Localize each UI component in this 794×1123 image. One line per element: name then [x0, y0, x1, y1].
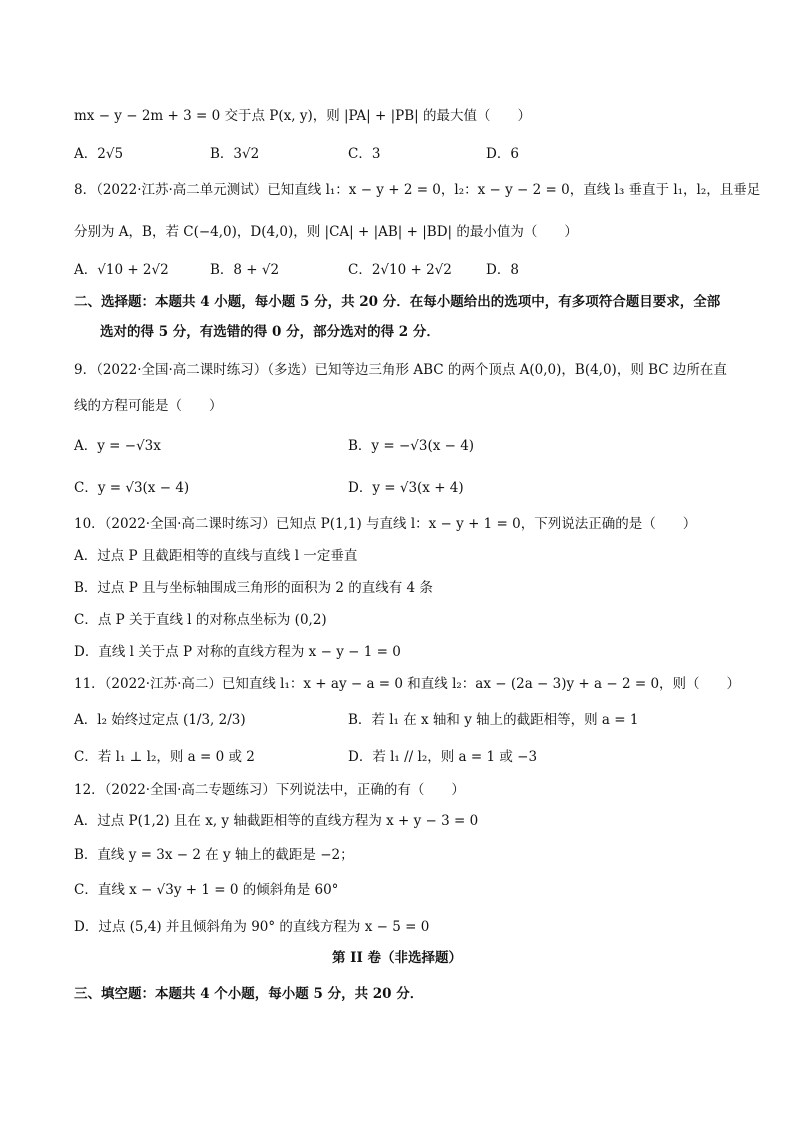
section2-heading-line2: 选对的得 5 分，有选错的得 0 分，部分选对的得 2 分．: [100, 324, 440, 340]
section2-heading-line1: 二、选择题：本题共 4 小题，每小题 5 分，共 20 分．在每小题给出的选项中，有多项符合题目要求，全部: [74, 294, 721, 310]
q8-option-b: B．8 + √2: [210, 262, 280, 278]
q8-stem-line2: 分别为 A，B，若 C(−4,0)，D(4,0)，则 |CA| + |AB| + |BD| 的最小值为（ ）: [74, 224, 578, 240]
q9-option-b: B．y = −√3(x − 4): [348, 438, 475, 454]
q11-option-c: C．若 l₁ ⊥ l₂，则 a = 0 或 2: [74, 749, 255, 765]
q12-option-c: C．直线 x − √3y + 1 = 0 的倾斜角是 60°: [74, 882, 339, 898]
q10-option-a: A．过点 P 且截距相等的直线与直线 l 一定垂直: [74, 548, 358, 564]
q7-option-a: A．2√5: [74, 146, 124, 162]
section3-heading: 三、填空题：本题共 4 个小题，每小题 5 分，共 20 分．: [74, 986, 424, 1002]
q7-options: [74, 144, 734, 164]
q9-option-c: C．y = √3(x − 4): [74, 480, 190, 496]
q12-stem: 12．（2022·全国·高二专题练习）下列说法中，正确的有（ ）: [74, 782, 465, 798]
q11-option-a: A．l₂ 始终过定点 (1/3, 2/3): [74, 712, 246, 728]
q7-option-c: C．3: [348, 146, 381, 162]
q11-option-d: D．若 l₁ // l₂，则 a = 1 或 −3: [348, 749, 538, 765]
q7-option-d: D．6: [486, 146, 519, 162]
q9-option-a: A．y = −√3x: [74, 438, 161, 454]
q9-options-row2: [74, 478, 734, 498]
q10-option-d: D．直线 l 关于点 P 对称的直线方程为 x − y − 1 = 0: [74, 644, 401, 660]
q9-stem-line2: 线的方程可能是（ ）: [74, 398, 223, 414]
q8-options: [74, 260, 734, 280]
q12-option-b: B．直线 y = 3x − 2 在 y 轴上的截距是 −2；: [74, 847, 354, 863]
q11-stem: 11．（2022·江苏·高二）已知直线 l₁：x + ay − a = 0 和直线 l₂：ax − (2a − 3)y + a − 2 = 0，则（ ）: [74, 676, 741, 692]
q10-option-b: B．过点 P 且与坐标轴围成三角形的面积为 2 的直线有 4 条: [74, 580, 433, 596]
q11-option-b: B．若 l₁ 在 x 轴和 y 轴上的截距相等，则 a = 1: [348, 712, 639, 728]
q8-option-c: C．2√10 + 2√2: [348, 262, 452, 278]
q8-stem-line1: 8．（2022·江苏·高二单元测试）已知直线 l₁：x − y + 2 = 0，l₂：x − y − 2 = 0，直线 l₃ 垂直于 l₁，l₂，且垂足: [74, 182, 761, 198]
q7-option-b: B．3√2: [210, 146, 260, 162]
q11-options-row2: [74, 747, 734, 767]
q10-option-c: C．点 P 关于直线 l 的对称点坐标为 (0,2): [74, 612, 327, 628]
q7-stem-tail: mx − y − 2m + 3 = 0 交于点 P(x, y)，则 |PA| + |PB| 的最大值（ ）: [74, 108, 531, 124]
q8-option-a: A．√10 + 2√2: [74, 262, 169, 278]
q11-options-row1: [74, 710, 734, 730]
volume-2-title: 第 II 卷（非选择题）: [331, 950, 463, 966]
q9-option-d: D．y = √3(x + 4): [348, 480, 464, 496]
q8-option-d: D．8: [486, 262, 519, 278]
q9-stem-line1: 9．（2022·全国·高二课时练习）（多选）已知等边三角形 ABC 的两个顶点 A(0,0)，B(4,0)，则 BC 边所在直: [74, 362, 727, 378]
q12-option-d: D．过点 (5,4) 并且倾斜角为 90° 的直线方程为 x − 5 = 0: [74, 919, 430, 935]
q9-options-row1: [74, 436, 734, 456]
q12-option-a: A．过点 P(1,2) 且在 x, y 轴截距相等的直线方程为 x + y − 3 = 0: [74, 813, 479, 829]
q10-stem: 10．（2022·全国·高二课时练习）已知点 P(1,1) 与直线 l：x − y + 1 = 0，下列说法正确的是（ ）: [74, 516, 697, 532]
